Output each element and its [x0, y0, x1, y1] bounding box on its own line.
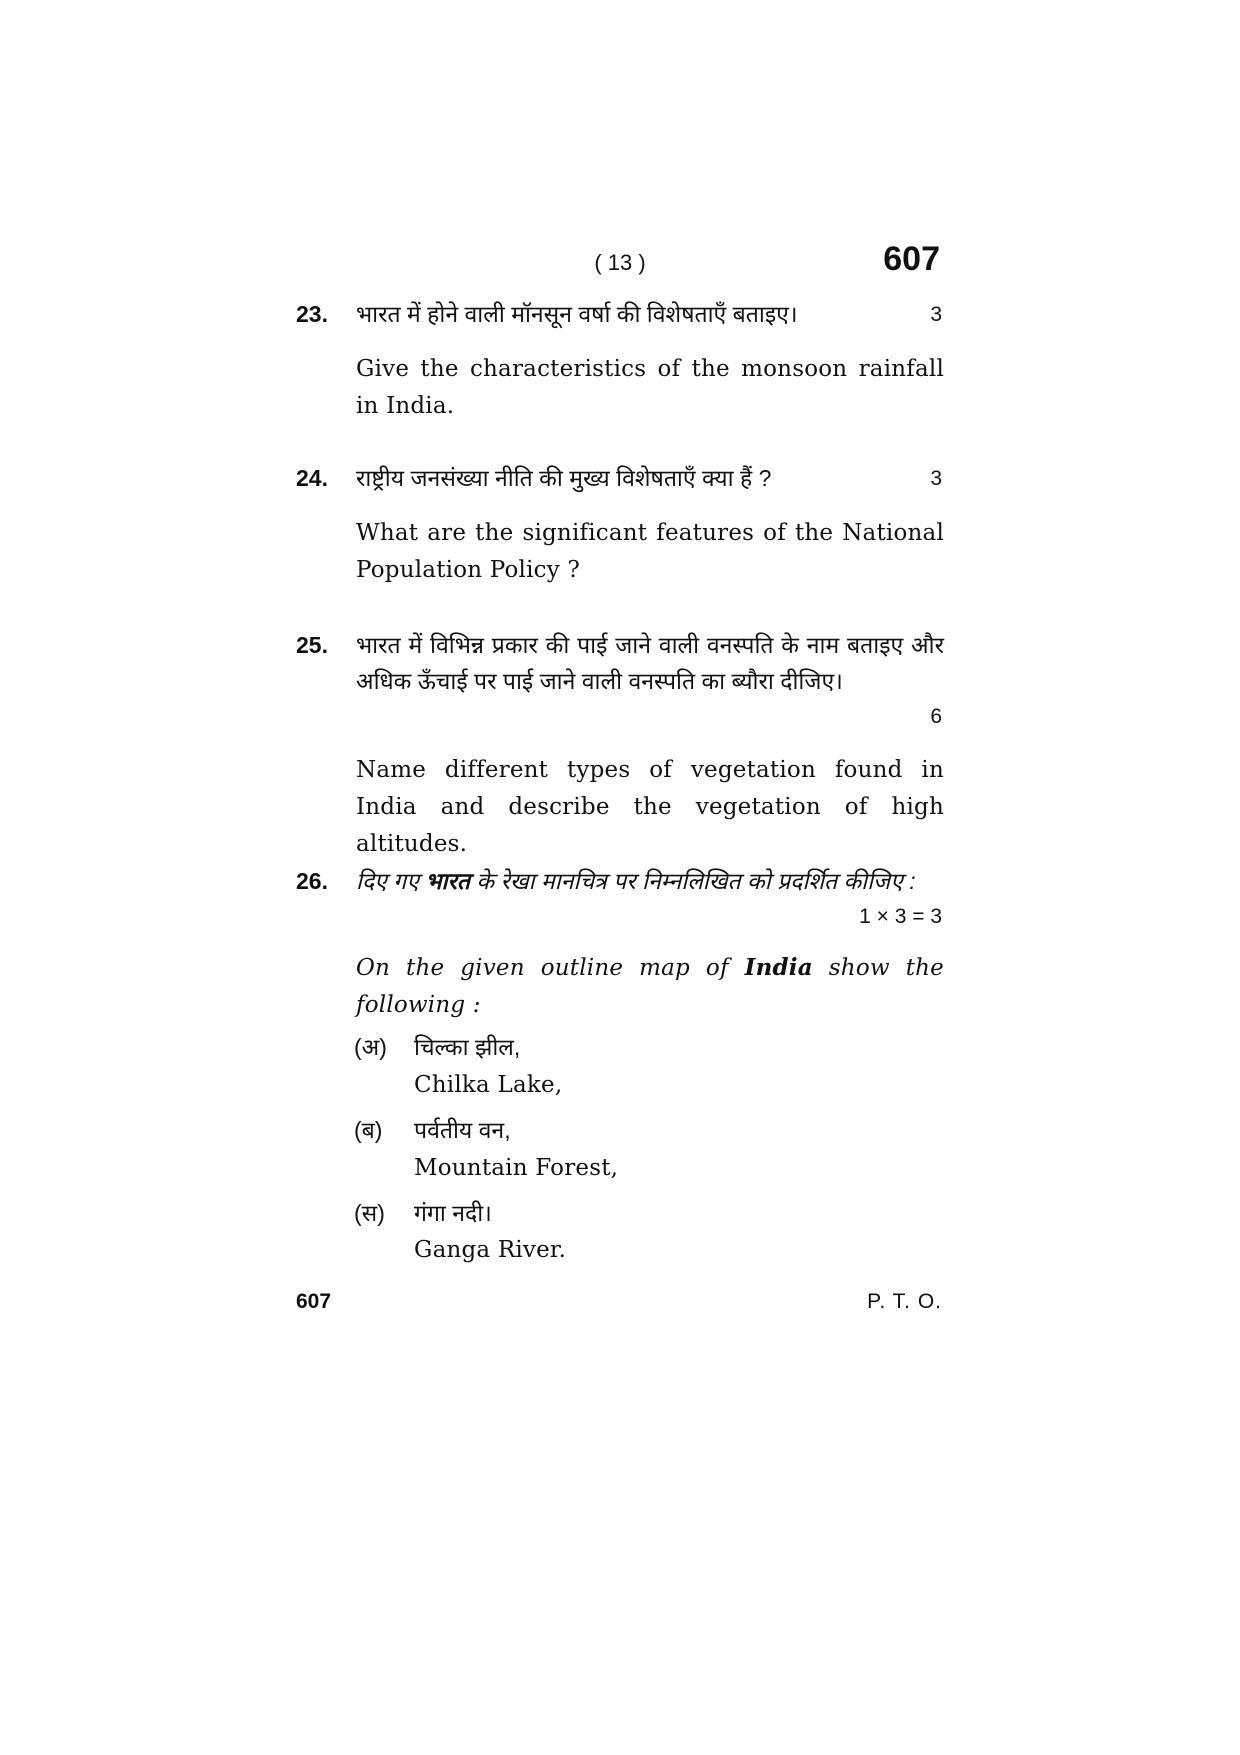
- sub-part-label: (अ): [354, 1034, 387, 1060]
- question-marks: 3: [930, 303, 942, 326]
- please-turn-over: P. T. O.: [867, 1290, 942, 1313]
- bold-word-india: India: [744, 954, 813, 981]
- question-number: 24.: [296, 465, 328, 491]
- sub-part-english: Ganga River.: [414, 1237, 567, 1263]
- question-marks: 1 × 3 = 3: [859, 905, 942, 928]
- sub-part-label: (ब): [354, 1117, 383, 1143]
- bold-word-bharat: भारत: [425, 868, 470, 894]
- question-text-hindi: दिए गए भारत के रेखा मानचित्र पर निम्नलिखित को प्रदर्शित कीजिए :: [356, 868, 916, 894]
- question-text-english: On the given outline map of India show the following :: [356, 954, 944, 1018]
- question-number: 26.: [296, 868, 328, 894]
- paper-code-footer: 607: [296, 1290, 332, 1313]
- sub-part-label: (स): [354, 1200, 385, 1226]
- question-text-english: Name different types of vegetation found in India and describe the vegetation of high altitudes.: [356, 757, 944, 857]
- sub-part-hindi: पर्वतीय वन,: [414, 1117, 511, 1143]
- sub-part-english: Chilka Lake,: [414, 1072, 563, 1098]
- question-text-english: What are the significant features of the National Population Policy ?: [356, 520, 944, 583]
- question-text-english: Give the characteristics of the monsoon rainfall in India.: [356, 356, 944, 419]
- question-marks: 3: [930, 467, 942, 490]
- paper-code-header: 607: [883, 240, 940, 278]
- question-number: 25.: [296, 632, 328, 658]
- sub-part-hindi: चिल्का झील,: [414, 1034, 521, 1060]
- question-text-hindi: राष्ट्रीय जनसंख्या नीति की मुख्य विशेषताएँ क्या हैं ?: [356, 465, 772, 491]
- question-marks: 6: [930, 705, 942, 728]
- sub-part-hindi: गंगा नदी।: [414, 1200, 492, 1226]
- question-number: 23.: [296, 301, 328, 327]
- question-text-hindi: भारत में होने वाली मॉनसून वर्षा की विशेषताएँ बताइए।: [356, 301, 798, 327]
- sub-part-english: Mountain Forest,: [414, 1155, 619, 1181]
- page-number: ( 13 ): [594, 250, 646, 275]
- question-text-hindi: भारत में विभिन्न प्रकार की पाई जाने वाली वनस्पति के नाम बताइए और अधिक ऊँचाई पर पाई जाने वाली वनस्पति का ब्यौरा दीजिए।: [356, 632, 944, 694]
